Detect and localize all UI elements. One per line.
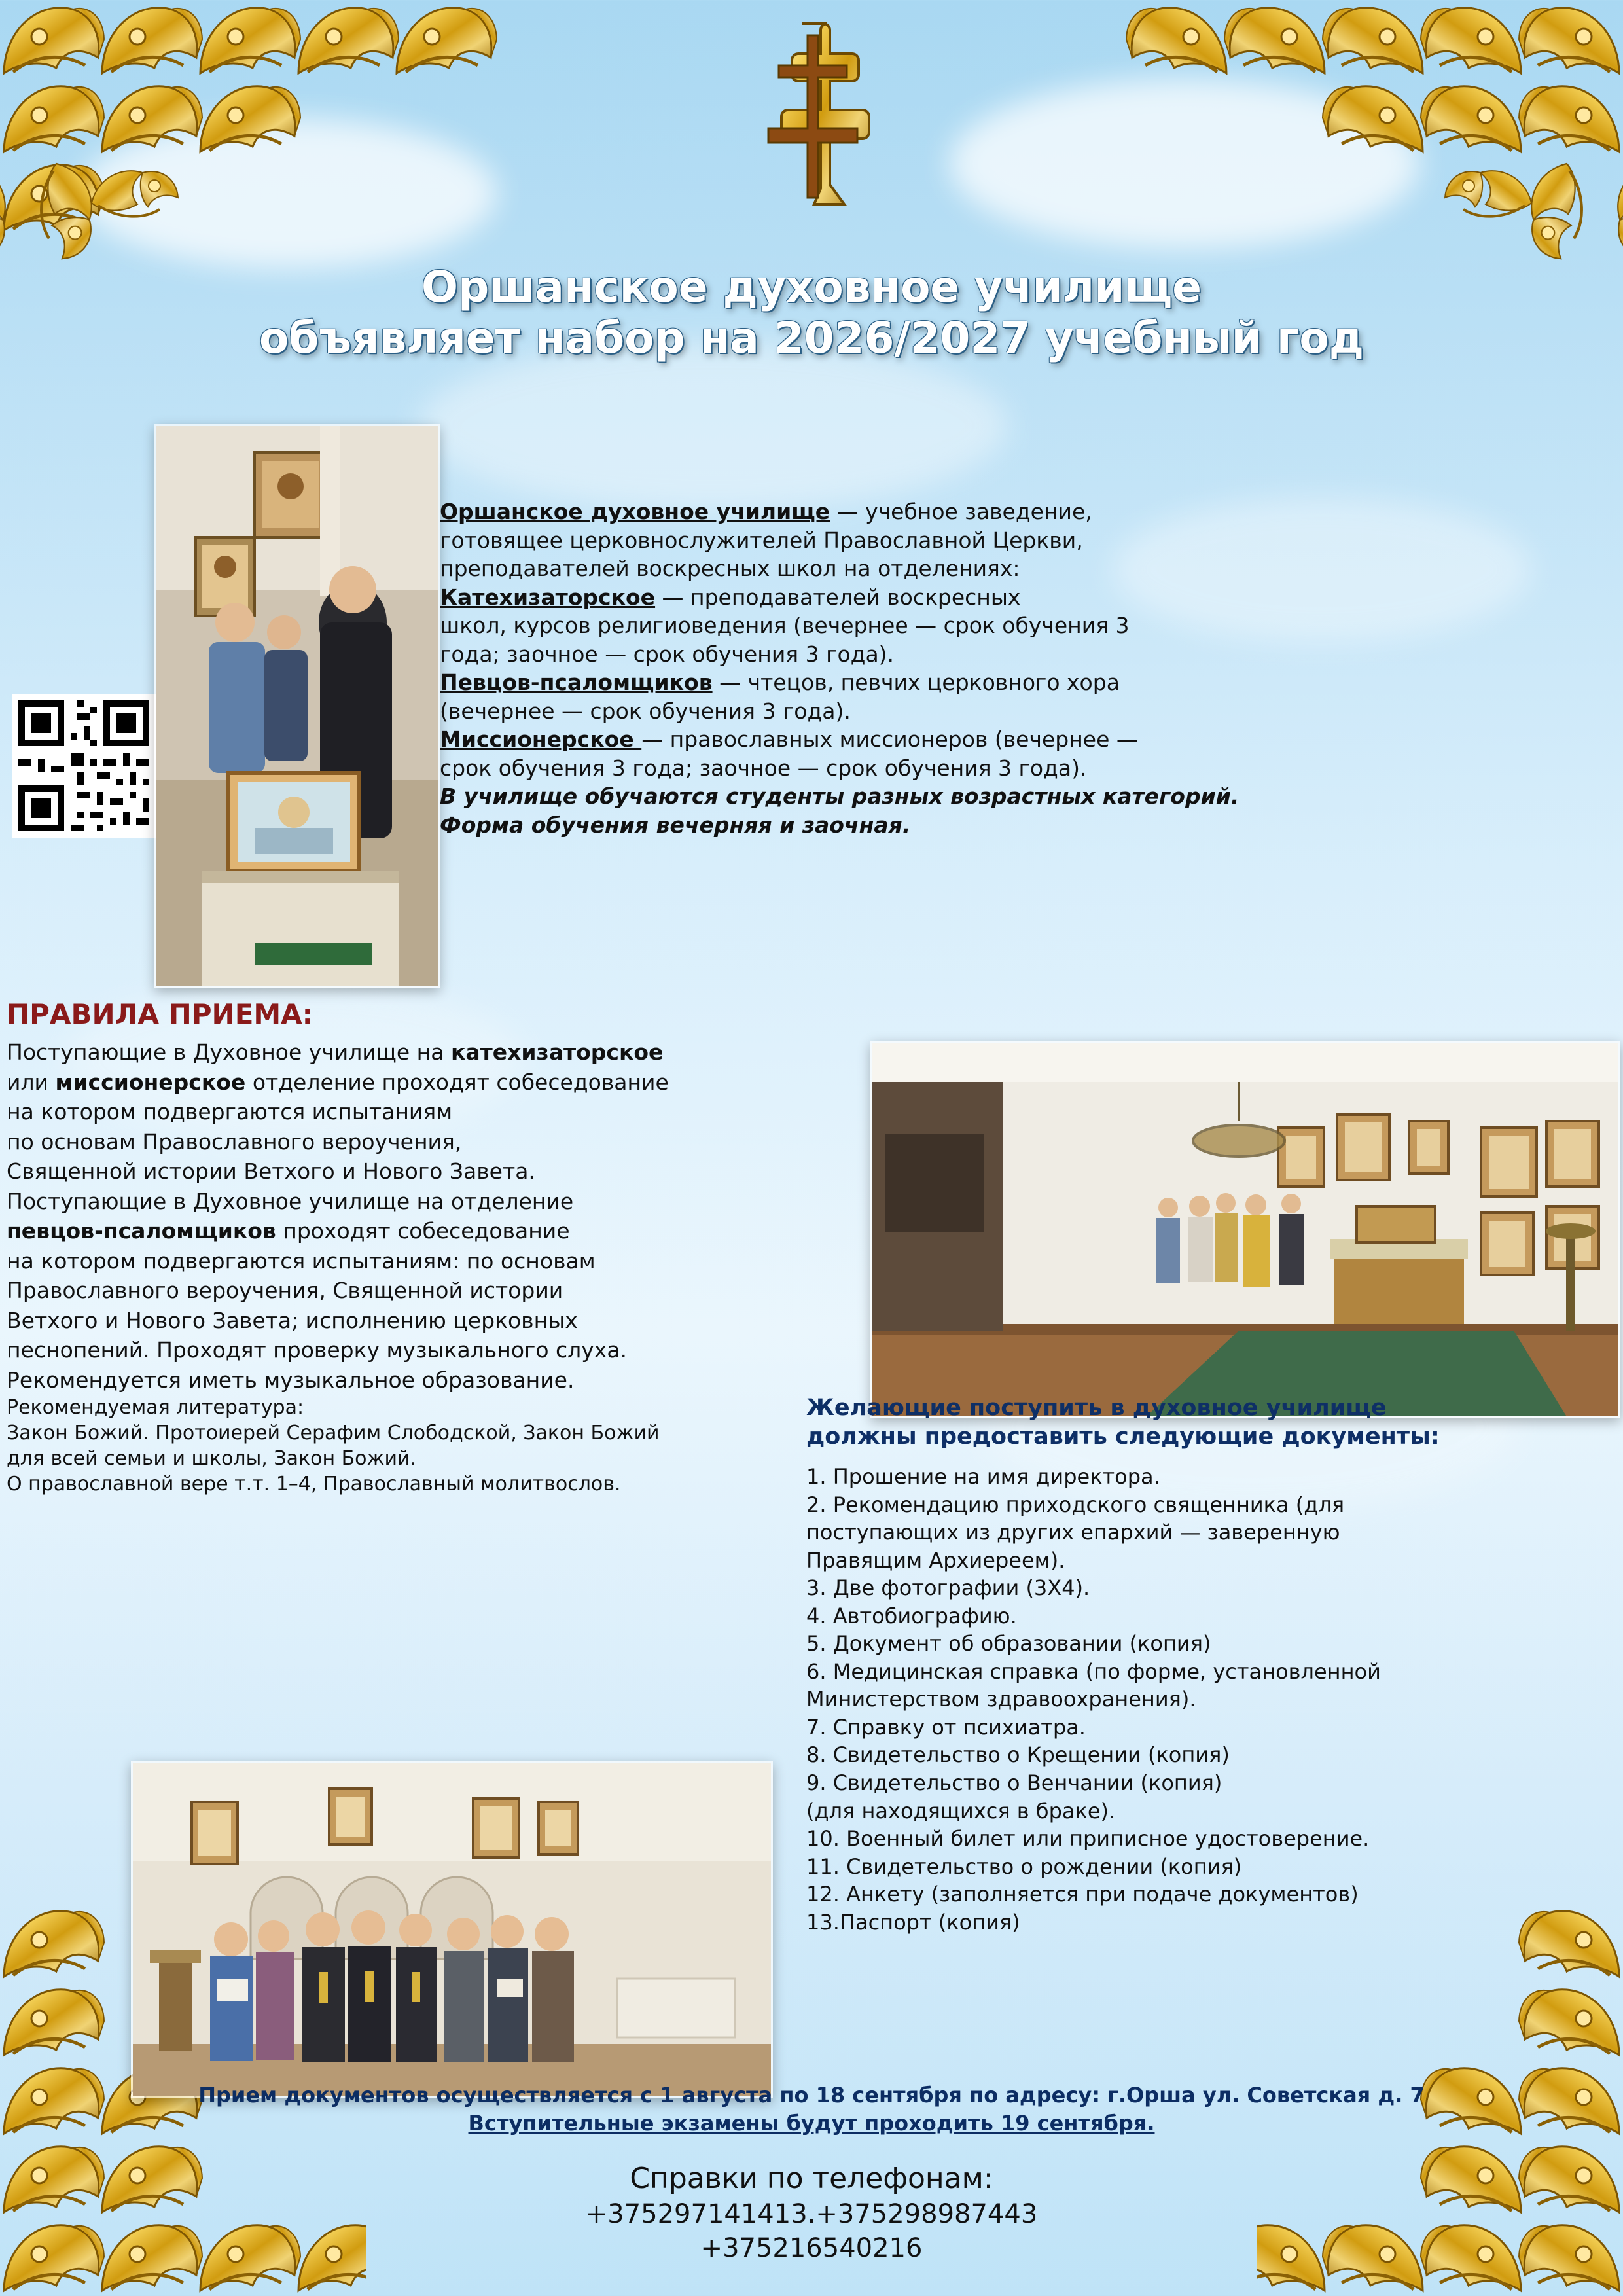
list-item: 3. Две фотографии (3Х4). [806, 1575, 1090, 1601]
department-missionary-line2: срок обучения 3 года; заочное — срок обучения 3 года). [440, 755, 1087, 781]
intro-line2: готовящее церковнослужителей Православной Церкви, [440, 527, 1083, 553]
list-item: 4. Автобиографию. [806, 1603, 1017, 1628]
list-item: поступающих из других епархий — заверенную [806, 1520, 1340, 1545]
list-item: 12. Анкету (заполняется при подаче документов) [806, 1882, 1359, 1907]
phones-heading: Справки по телефонам: [630, 2162, 993, 2195]
list-item: 8. Свидетельство о Крещении (копия) [806, 1742, 1230, 1768]
documents-heading [806, 1394, 1611, 1452]
rules-line7c: проходят собеседование [276, 1218, 570, 1244]
intro-line3: преподавателей воскресных школ на отделениях: [440, 556, 1020, 582]
rules-line5: Священной истории Ветхого и Нового Завета. [7, 1158, 535, 1185]
footer-notice [98, 2081, 1525, 2138]
rules-heading: ПРАВИЛА ПРИЕМА: [7, 998, 313, 1030]
rules-line12: Рекомендуется иметь музыкальное образование. [7, 1367, 575, 1393]
documents-heading-line2: должны предоставить следующие документы: [806, 1423, 1440, 1450]
list-item: Министерством здравоохранения). [806, 1687, 1196, 1712]
page-title [144, 262, 1479, 364]
intro-text-block [440, 497, 1408, 840]
list-item: 1. Прошение на имя директора. [806, 1464, 1160, 1489]
cloud-decoration [419, 340, 1008, 511]
page-title-line2: объявляет набор на 2026/2027 учебный год [259, 312, 1364, 363]
department-catechist-line3: года; заочное — срок обучения 3 года). [440, 641, 895, 667]
documents-heading-line1: Желающие поступить в духовное училище [806, 1395, 1387, 1421]
intro-dash: — учебное заведение, [830, 499, 1092, 524]
rules-line8: на котором подвергаются испытаниям: по основам [7, 1247, 596, 1274]
department-catechist-text: — преподавателей воскресных [655, 584, 1021, 610]
list-item: 10. Военный билет или приписное удостоверение. [806, 1826, 1370, 1852]
rules-line4: по основам Православного вероучения, [7, 1128, 462, 1155]
literature-line3: О православной вере т.т. 1–4, Православный молитвослов. [7, 1473, 621, 1496]
list-item: 6. Медицинская справка (по форме, установленной [806, 1659, 1381, 1684]
list-item: 5. Документ об образовании (копия) [806, 1631, 1211, 1657]
orthodox-cross-icon [747, 18, 878, 254]
list-item: Правящим Архиереем). [806, 1547, 1065, 1573]
rules-text-block [7, 1037, 812, 1497]
rules-line2b: миссионерское [55, 1069, 246, 1095]
list-item: 2. Рекомендацию приходского священника (для [806, 1492, 1345, 1517]
photo-graduates-group [131, 1761, 773, 2098]
rules-line9: Православного вероучения, Священной истории [7, 1278, 563, 1304]
list-item: 7. Справку от психиатра. [806, 1714, 1086, 1740]
rules-line10: Ветхого и Нового Завета; исполнению церковных [7, 1307, 578, 1333]
ornament-top-left [0, 0, 497, 275]
rules-line2a: или [7, 1069, 56, 1095]
rules-line1b: катехизаторское [450, 1039, 664, 1065]
list-item: 13.Паспорт (копия) [806, 1909, 1020, 1935]
department-missionary-text: — православных миссионеров (вечернее — [641, 726, 1138, 753]
rules-line7b: певцов-псаломщиков [7, 1218, 276, 1244]
ornament-top-right [1126, 0, 1623, 275]
literature-line2: для всей семьи и школы, Закон Божий. [7, 1447, 417, 1471]
list-item: 11. Свидетельство о рождении (копия) [806, 1854, 1242, 1879]
rules-line1a: Поступающие в Духовное училище на [7, 1039, 451, 1065]
phone-line-2[interactable]: +375216540216 [700, 2233, 923, 2264]
intro-note-2: Форма обучения вечерняя и заочная. [440, 812, 911, 838]
photo-bishop-blessing [154, 424, 440, 988]
department-catechist-name: Катехизаторское [440, 584, 656, 610]
literature-line1: Закон Божий. Протоиерей Серафим Слободской, Закон Божий [7, 1422, 660, 1445]
page-title-line1: Оршанское духовное училище [421, 262, 1202, 312]
rules-line6: Поступающие в Духовное училище на отделение [7, 1188, 574, 1214]
list-item: (для находящихся в браке). [806, 1798, 1116, 1823]
exam-date: Вступительные экзамены будут проходить 19 сентября. [468, 2111, 1155, 2136]
school-name: Оршанское духовное училище [440, 499, 830, 524]
literature-heading: Рекомендуемая литература: [7, 1396, 304, 1420]
acceptance-dates: Прием документов осуществляется с 1 августа по 18 сентября по адресу: г.Орша ул. Советская д. 7 [198, 2083, 1425, 2108]
documents-list [806, 1463, 1623, 1936]
contact-phones [98, 2160, 1525, 2265]
list-item: 9. Свидетельство о Венчании (копия) [806, 1770, 1222, 1796]
rules-line3: на котором подвергаются испытаниям [7, 1099, 453, 1125]
department-catechist-line2: школ, курсов религиоведения (вечернее — срок обучения 3 [440, 613, 1130, 639]
qr-code-icon[interactable] [12, 694, 156, 838]
intro-note-1: В училище обучаются студенты разных возрастных категорий. [440, 783, 1240, 810]
rules-line11: песнопений. Проходят проверку музыкального слуха. [7, 1337, 628, 1363]
photo-church-interior [870, 1041, 1620, 1418]
department-singers-line2: (вечернее — срок обучения 3 года). [440, 698, 851, 724]
department-singers-name: Певцов-псаломщиков [440, 670, 713, 696]
department-missionary-name: Миссионерское [440, 726, 642, 753]
phone-line-1[interactable]: +375297141413.+375298987443 [585, 2199, 1038, 2230]
department-singers-text: — чтецов, певчих церковного хора [712, 670, 1120, 696]
rules-line2c: отделение проходят собеседование [245, 1069, 669, 1095]
